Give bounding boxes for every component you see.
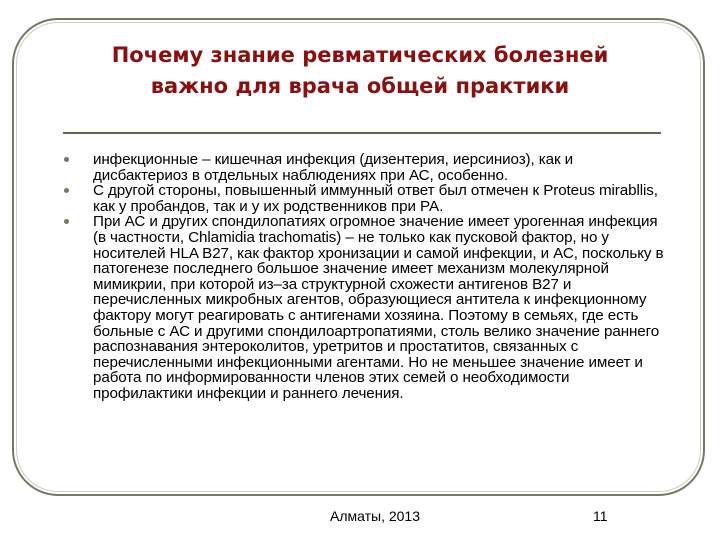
bullet-text: При АС и других спондилопатиях огромное значение имеет урогенная инфекция (в частности, Chlamidia trachomatis) – не только как пусковой фактор, но у носителей HLA B27, как фактор хронизации и самой инфекции, и АС, поскольку в патогенезе последнего большое значение имеет механизм молекулярной мимикрии, при которой из–за структурной схожести антигенов B27 и перечисленных микробных агентов, образующиеся антитела к инфекционному фактору могут реагировать с антигенами хозяина. Поэтому в семьях, где есть больные с АС и другими спондилоартропатиями, столь велико значение раннего распознавания энтероколитов, уретритов и простатитов, связанных с перечисленными инфекционными агентами. Но не меньшее значение имеет и работа по информированности членов этих семей о необходимости профилактики инфекции и раннего лечения. xyxy=(93,213,664,402)
bullet-dot-icon xyxy=(64,188,69,193)
footer-location-date: Алматы, 2013 xyxy=(330,508,421,524)
bullet-text: инфекционные – кишечная инфекция (дизентерия, иерсиниоз), как и дисбактериоз в отдельных наблюдениях при АС, особенно. xyxy=(93,151,574,184)
slide-title xyxy=(0,40,720,102)
slide-title-line-1: Почему знание ревматических болезней xyxy=(111,43,609,67)
bullet-list xyxy=(55,152,665,402)
bullet-dot-icon xyxy=(64,219,69,224)
bullet-text: С другой стороны, повышенный иммунный ответ был отмечен к Proteus mirabllis, как у пробандов, так и у их родственников при РА. xyxy=(93,182,658,215)
bullet-dot-icon xyxy=(64,157,69,162)
bullet-item xyxy=(55,152,665,183)
page-number: 11 xyxy=(593,508,608,524)
slide-title-line-2: важно для врача общей практики xyxy=(150,74,570,98)
bullet-item xyxy=(55,183,665,214)
title-divider xyxy=(63,132,661,134)
bullet-item xyxy=(55,214,665,401)
